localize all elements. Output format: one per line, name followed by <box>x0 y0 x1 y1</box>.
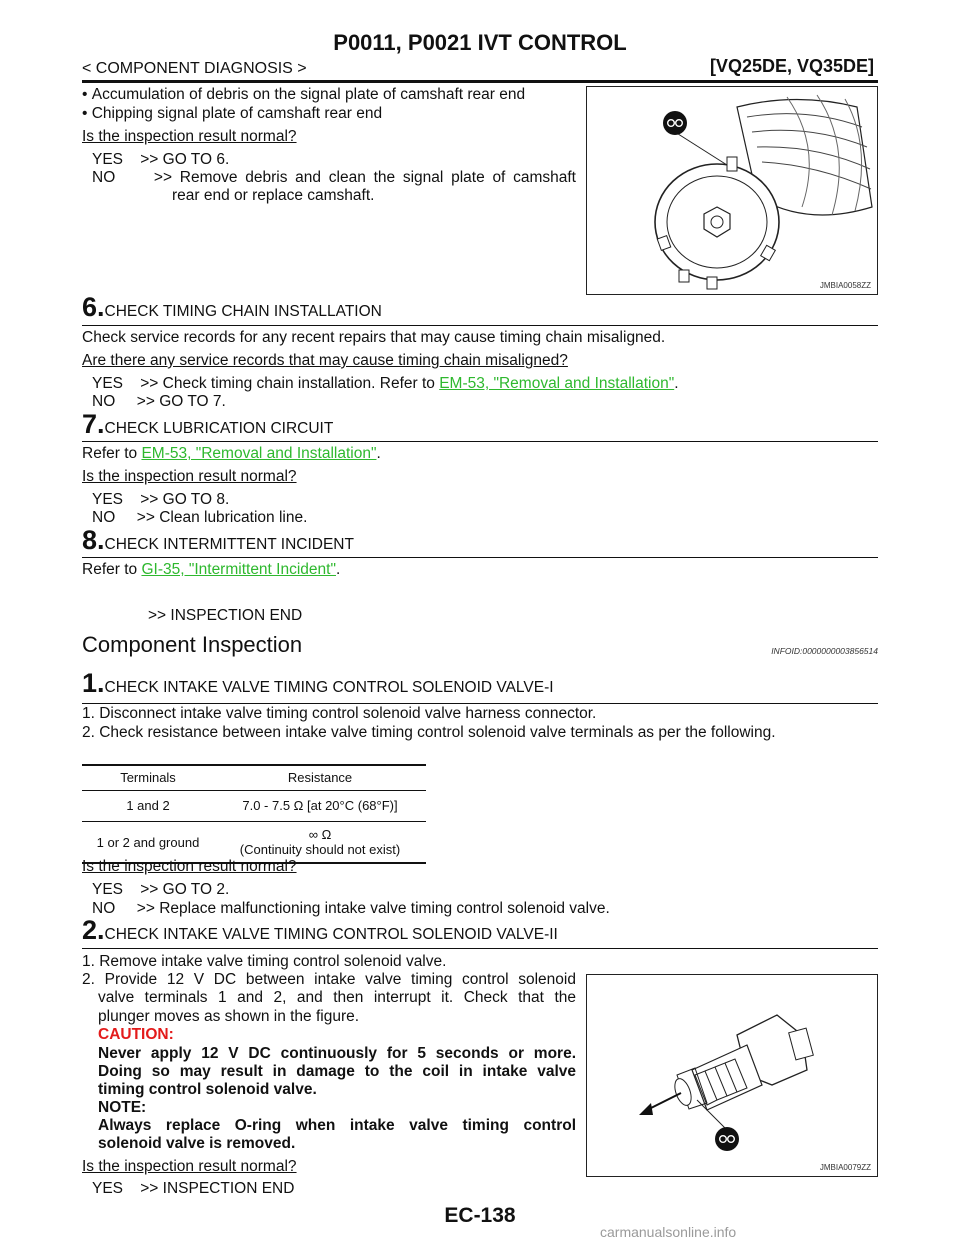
inspection-end: >> INSPECTION END <box>148 607 303 624</box>
question-text: Are there any service records that may cause timing chain misaligned? <box>82 352 568 369</box>
yes-result: YES >> GO TO 6. <box>92 151 230 168</box>
divider <box>82 441 878 442</box>
solenoid-valve-drawing <box>587 975 876 1175</box>
list-item: 1. Disconnect intake valve timing control solenoid valve harness connector. <box>82 705 597 722</box>
list-item: 1. Remove intake valve timing control solenoid valve. <box>82 953 447 970</box>
list-item: 2. Provide 12 V DC between intake valve timing control solenoid <box>82 971 576 988</box>
resistance-table <box>82 764 426 864</box>
table-header-row <box>82 766 426 790</box>
question-text: Is the inspection result normal? <box>82 128 297 145</box>
step-6-heading: 6.CHECK TIMING CHAIN INSTALLATION <box>82 292 382 322</box>
table-cell: 7.0 - 7.5 Ω [at 20°C (68°F)] <box>242 798 398 814</box>
yes-result: YES >> GO TO 2. <box>92 881 230 898</box>
em-53-link[interactable]: EM-53, "Removal and Installation" <box>141 445 377 462</box>
gi-35-link[interactable]: GI-35, "Intermittent Incident" <box>141 561 336 578</box>
no-result: NO >> GO TO 7. <box>92 393 226 410</box>
caution-text: Never apply 12 V DC continuously for 5 seconds or more. <box>98 1045 576 1062</box>
table-row <box>82 822 426 862</box>
yes-result: YES >> GO TO 8. <box>92 491 230 508</box>
table-cell: 1 or 2 and ground <box>96 834 200 850</box>
camshaft-signal-plate-figure <box>586 86 878 295</box>
list-item-cont: plunger moves as shown in the figure. <box>98 1008 360 1025</box>
table-header-cell: Terminals <box>120 770 176 786</box>
ci-step-2-heading: 2.CHECK INTAKE VALVE TIMING CONTROL SOLENOID VALVE-II <box>82 915 558 945</box>
step-6-text: Check service records for any recent repairs that may cause timing chain misaligned. <box>82 329 666 346</box>
page-title: P0011, P0021 IVT CONTROL <box>333 30 627 55</box>
bullet-item: • Accumulation of debris on the signal plate of camshaft rear end <box>82 86 526 103</box>
component-inspection-title: Component Inspection <box>82 632 303 657</box>
note-text: Always replace O-ring when intake valve timing control <box>98 1117 576 1134</box>
divider <box>82 557 878 558</box>
caution-text: Doing so may result in damage to the coil in intake valve <box>98 1063 576 1080</box>
no-result: NO >> Clean lubrication line. <box>92 509 308 526</box>
no-result: NO >> Replace malfunctioning intake valve timing control solenoid valve. <box>92 900 610 917</box>
note-label: NOTE: <box>98 1099 147 1116</box>
yes-result: YES >> Check timing chain installation. Refer to EM-53, "Removal and Installation". <box>92 375 679 392</box>
table-cell: ∞ Ω (Continuity should not exist) <box>239 827 401 857</box>
refer-text: Refer to GI-35, "Intermittent Incident". <box>82 561 341 578</box>
figure-code: JMBIA0079ZZ <box>819 1163 871 1172</box>
bullet-item: • Chipping signal plate of camshaft rear end <box>82 105 383 122</box>
figure-code: JMBIA0058ZZ <box>819 281 871 290</box>
step-7-heading: 7.CHECK LUBRICATION CIRCUIT <box>82 409 334 439</box>
question-text: Is the inspection result normal? <box>82 1158 297 1175</box>
yes-result: YES >> INSPECTION END <box>92 1180 295 1197</box>
list-item-cont: valve terminals 1 and 2, and then interrupt it. Check that the <box>98 989 576 1006</box>
header-divider <box>82 80 878 83</box>
no-result-cont: rear end or replace camshaft. <box>172 187 375 204</box>
question-text: Is the inspection result normal? <box>82 468 297 485</box>
list-item: 2. Check resistance between intake valve timing control solenoid valve terminals as per the following. <box>82 724 776 741</box>
table-cell: 1 and 2 <box>126 798 170 814</box>
caution-label: CAUTION: <box>98 1026 174 1043</box>
caution-text: timing control solenoid valve. <box>98 1081 317 1098</box>
note-text: solenoid valve is removed. <box>98 1135 296 1152</box>
watermark: carmanualsonline.info <box>600 1224 737 1240</box>
divider <box>82 703 878 704</box>
camshaft-drawing <box>587 87 876 293</box>
engine-label: [VQ25DE, VQ35DE] <box>709 56 874 76</box>
refer-text: Refer to EM-53, "Removal and Installation". <box>82 445 381 462</box>
table-header-cell: Resistance <box>287 770 353 786</box>
table-row <box>82 791 426 821</box>
info-id: INFOID:0000000003856514 <box>771 646 878 656</box>
question-text: Is the inspection result normal? <box>82 858 297 875</box>
section-label: < COMPONENT DIAGNOSIS > <box>82 60 307 77</box>
step-8-heading: 8.CHECK INTERMITTENT INCIDENT <box>82 525 354 555</box>
no-result: NO >> Remove debris and clean the signal plate of camshaft <box>92 169 576 186</box>
ci-step-1-heading: 1.CHECK INTAKE VALVE TIMING CONTROL SOLENOID VALVE-I <box>82 668 554 698</box>
em-53-link[interactable]: EM-53, "Removal and Installation" <box>439 375 675 392</box>
divider <box>82 948 878 949</box>
divider <box>82 325 878 326</box>
solenoid-valve-figure <box>586 974 878 1177</box>
page-number: EC-138 <box>444 1204 516 1227</box>
